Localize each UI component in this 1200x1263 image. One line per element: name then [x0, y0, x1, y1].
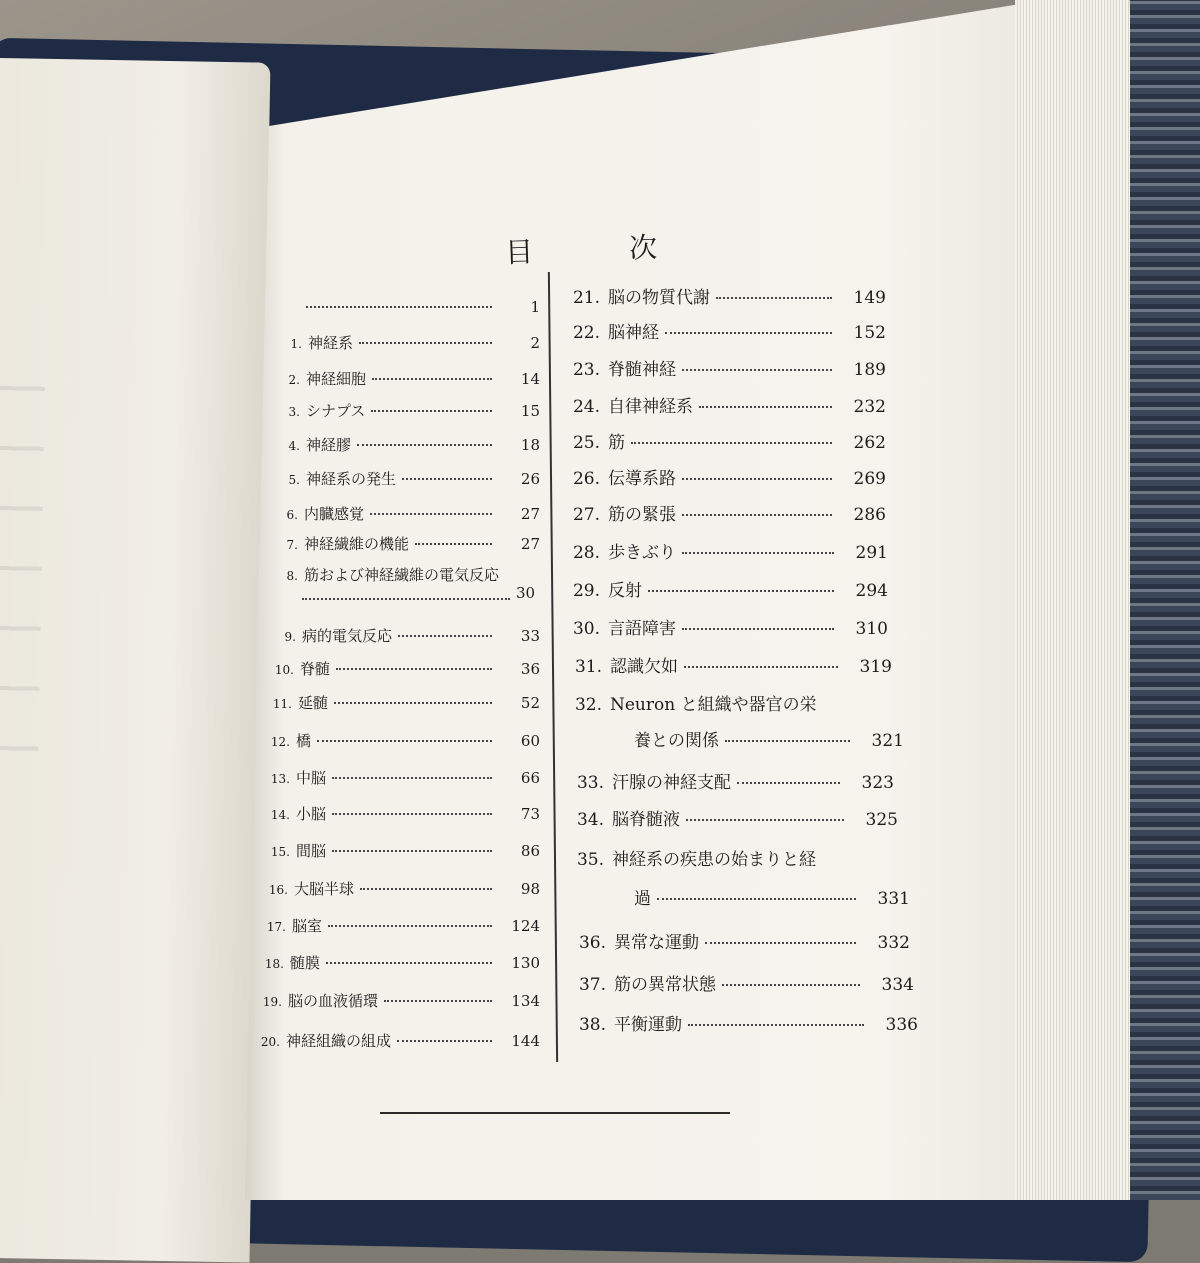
page-number: 149 [853, 288, 886, 308]
page-number: 321 [871, 731, 904, 751]
page-number: 98 [520, 880, 540, 898]
leader-dots [665, 332, 832, 334]
leader-dots [359, 342, 492, 344]
entry-number: 1. [290, 337, 302, 351]
leader-dots [716, 297, 832, 299]
entry-title: 中脳 [296, 769, 327, 787]
entry-number: 33. [576, 773, 604, 793]
page-number: 73 [520, 805, 540, 823]
toc-entry [568, 614, 888, 639]
entry-title-continuation: 過 [634, 889, 651, 909]
toc-preface [300, 298, 540, 316]
toc-entry [574, 970, 914, 995]
leader-dots [657, 898, 856, 900]
page-number: 36 [520, 660, 540, 678]
toc-entry [266, 767, 540, 788]
leader-dots [317, 740, 492, 742]
toc-entry [278, 332, 540, 353]
toc-entry [276, 468, 540, 489]
entry-title: 脊髄 [300, 660, 331, 678]
entry-number: 11. [272, 697, 292, 711]
leader-dots [334, 702, 492, 704]
page-number: 15 [520, 402, 540, 420]
entry-title-continuation: 養との関係 [634, 731, 719, 751]
entry-number: 19. [262, 995, 282, 1009]
entry-number: 21. [572, 288, 600, 308]
page-number: 2 [530, 334, 540, 352]
entry-number: 15. [270, 845, 290, 859]
page-number: 14 [520, 370, 540, 388]
page-number: 332 [877, 933, 910, 953]
leader-dots [384, 1000, 492, 1002]
leader-dots [372, 378, 492, 380]
leader-dots [326, 962, 492, 964]
page-number: 291 [855, 543, 888, 563]
page-number: 325 [865, 810, 898, 830]
toc-entry-continuation [634, 884, 910, 909]
toc-entry [274, 564, 554, 585]
toc-entry [274, 533, 540, 554]
entry-title: 神経膠 [306, 436, 352, 454]
entry-number: 27. [572, 505, 600, 525]
entry-title: Neuron と組織や器官の栄 [610, 695, 817, 715]
page-number: 310 [855, 619, 888, 639]
entry-number: 20. [260, 1035, 280, 1049]
page-number: 294 [855, 581, 888, 601]
page-number: 52 [520, 694, 540, 712]
entry-number: 8. [286, 569, 298, 583]
page-number: 26 [520, 470, 540, 488]
toc-entry [262, 915, 540, 936]
column-divider [548, 272, 558, 1062]
entry-title: 伝導系路 [608, 469, 676, 489]
entry-title: 異常な運動 [614, 933, 699, 953]
entry-title: 脊髄神経 [608, 360, 676, 380]
leader-dots [682, 514, 832, 516]
page-number: 286 [853, 505, 886, 525]
toc-entry-continuation [634, 726, 904, 751]
leader-dots [360, 888, 492, 890]
leader-dots [682, 478, 832, 480]
page-number: 336 [885, 1015, 918, 1035]
leader-dots [682, 369, 832, 371]
page-number: 86 [520, 842, 540, 860]
toc-entry [574, 1010, 918, 1035]
page-number: 134 [511, 992, 540, 1010]
leader-dots [332, 777, 492, 779]
toc-entry [276, 368, 540, 389]
entry-number: 6. [286, 508, 298, 522]
toc-entry [568, 392, 886, 417]
page-number: 262 [853, 433, 886, 453]
entry-title: 延髄 [298, 694, 329, 712]
page-number: 323 [861, 773, 894, 793]
entry-title: 歩きぶり [608, 543, 676, 563]
toc-heading: 目 次 [504, 229, 692, 270]
page-number: 30 [516, 584, 536, 602]
leader-dots [306, 306, 492, 308]
page-number: 1 [530, 298, 540, 316]
entry-title: 自律神経系 [608, 397, 693, 417]
entry-number: 37. [578, 975, 606, 995]
entry-number: 16. [268, 883, 288, 897]
entry-number: 31. [574, 657, 602, 677]
bottom-rule [380, 1112, 730, 1114]
entry-title: 神経組織の組成 [286, 1032, 392, 1050]
toc-entry [276, 434, 540, 455]
leader-dots [725, 740, 850, 742]
page-number: 152 [853, 323, 886, 343]
entry-number: 3. [288, 405, 300, 419]
toc-entry [568, 500, 886, 525]
leader-dots [722, 984, 860, 986]
toc-entry [272, 625, 540, 646]
toc-entry [568, 464, 886, 489]
page-number: 18 [520, 436, 540, 454]
entry-title: 小脳 [296, 805, 327, 823]
leader-dots [370, 513, 492, 515]
toc-entry [574, 928, 910, 953]
page-number: 27 [520, 535, 540, 553]
entry-title: 脳の血液循環 [288, 992, 379, 1010]
entry-number: 24. [572, 397, 600, 417]
leader-dots [302, 598, 510, 600]
entry-number: 30. [572, 619, 600, 639]
entry-number: 13. [270, 772, 290, 786]
entry-title: 反射 [608, 581, 642, 601]
entry-number: 7. [286, 538, 298, 552]
toc-entry [572, 768, 894, 793]
page-number: 189 [853, 360, 886, 380]
page-number: 319 [859, 657, 892, 677]
leader-dots [737, 782, 840, 784]
page-number: 60 [520, 732, 540, 750]
leader-dots [684, 666, 838, 668]
entry-number: 26. [572, 469, 600, 489]
page-number: 33 [520, 627, 540, 645]
leader-dots [682, 552, 834, 554]
entry-title: 病的電気反応 [302, 627, 393, 645]
entry-number: 4. [288, 439, 300, 453]
page-number: 66 [520, 769, 540, 787]
toc-entry [568, 576, 888, 601]
page-number: 144 [511, 1032, 540, 1050]
entry-number: 2. [288, 373, 300, 387]
leader-dots [648, 590, 834, 592]
entry-title: 橋 [296, 732, 312, 750]
entry-title: シナプス [306, 402, 366, 420]
toc-entry [572, 805, 898, 830]
entry-title: 脳神経 [608, 323, 659, 343]
toc-entry [568, 538, 888, 563]
entry-title: 脳の物質代謝 [608, 288, 710, 308]
toc-entry [270, 658, 540, 679]
toc-entry [570, 690, 892, 715]
toc-entry [264, 878, 540, 899]
leader-dots [371, 410, 492, 412]
toc-entry [572, 845, 900, 870]
toc-entry [260, 952, 540, 973]
toc-entry [266, 730, 540, 751]
entry-number: 34. [576, 810, 604, 830]
toc-entry [256, 1030, 540, 1051]
entry-number: 18. [264, 957, 284, 971]
toc-entry [568, 355, 886, 380]
entry-title: 神経系 [308, 334, 354, 352]
entry-title: 間脳 [296, 842, 327, 860]
entry-title: 汗腺の神経支配 [612, 773, 731, 793]
entry-number: 32. [574, 695, 602, 715]
entry-number: 5. [288, 473, 300, 487]
page-number: 269 [853, 469, 886, 489]
entry-number: 36. [578, 933, 606, 953]
leader-dots [332, 850, 492, 852]
leader-dots [328, 925, 492, 927]
entry-number: 17. [266, 920, 286, 934]
entry-title: 内臓感覚 [304, 505, 365, 523]
toc-entry [258, 990, 540, 1011]
entry-number: 23. [572, 360, 600, 380]
leader-dots [631, 442, 832, 444]
entry-title: 脳脊髄液 [612, 810, 680, 830]
toc-entry [568, 318, 886, 343]
toc-entry [266, 803, 540, 824]
leader-dots [682, 628, 834, 630]
page-number: 232 [853, 397, 886, 417]
leader-dots [699, 406, 832, 408]
toc-entry [568, 428, 886, 453]
entry-number: 38. [578, 1015, 606, 1035]
entry-title: 神経細胞 [306, 370, 367, 388]
entry-title: 脳室 [292, 917, 323, 935]
entry-title: 筋の緊張 [608, 505, 676, 525]
page-number: 334 [881, 975, 914, 995]
toc-entry [266, 840, 540, 861]
entry-number: 35. [576, 850, 604, 870]
leader-dots [402, 478, 492, 480]
entry-title: 平衡運動 [614, 1015, 682, 1035]
entry-title: 神経繊維の機能 [304, 535, 410, 553]
leader-dots [398, 635, 492, 637]
leader-dots [705, 942, 856, 944]
entry-title: 筋および神経繊維の電気反応 [304, 566, 500, 584]
leader-dots [688, 1024, 864, 1026]
toc-entry [274, 503, 540, 524]
entry-title: 髄膜 [290, 954, 321, 972]
entry-title: 筋 [608, 433, 625, 453]
toc-entry [570, 652, 892, 677]
leader-dots [415, 543, 492, 545]
entry-title: 認識欠如 [610, 657, 678, 677]
toc-entry [268, 692, 540, 713]
entry-number: 9. [284, 630, 296, 644]
page-number: 331 [877, 889, 910, 909]
leader-dots [332, 813, 492, 815]
entry-title: 神経系の疾患の始まりと経 [612, 850, 816, 870]
leader-dots [357, 444, 492, 446]
leader-dots [336, 668, 492, 670]
entry-title: 筋の異常状態 [614, 975, 716, 995]
entry-number: 29. [572, 581, 600, 601]
entry-number: 22. [572, 323, 600, 343]
page-number: 130 [511, 954, 540, 972]
leader-dots [686, 819, 844, 821]
entry-title: 言語障害 [608, 619, 676, 639]
entry-number: 25. [572, 433, 600, 453]
page-number: 27 [520, 505, 540, 523]
entry-number: 12. [270, 735, 290, 749]
toc-entry [568, 283, 886, 308]
entry-number: 14. [270, 808, 290, 822]
toc-entry [276, 400, 540, 421]
entry-title: 大脳半球 [294, 880, 355, 898]
entry-title: 神経系の発生 [306, 470, 397, 488]
entry-number: 28. [572, 543, 600, 563]
entry-number: 10. [274, 663, 294, 677]
page-number: 124 [511, 917, 540, 935]
leader-dots [397, 1040, 492, 1042]
